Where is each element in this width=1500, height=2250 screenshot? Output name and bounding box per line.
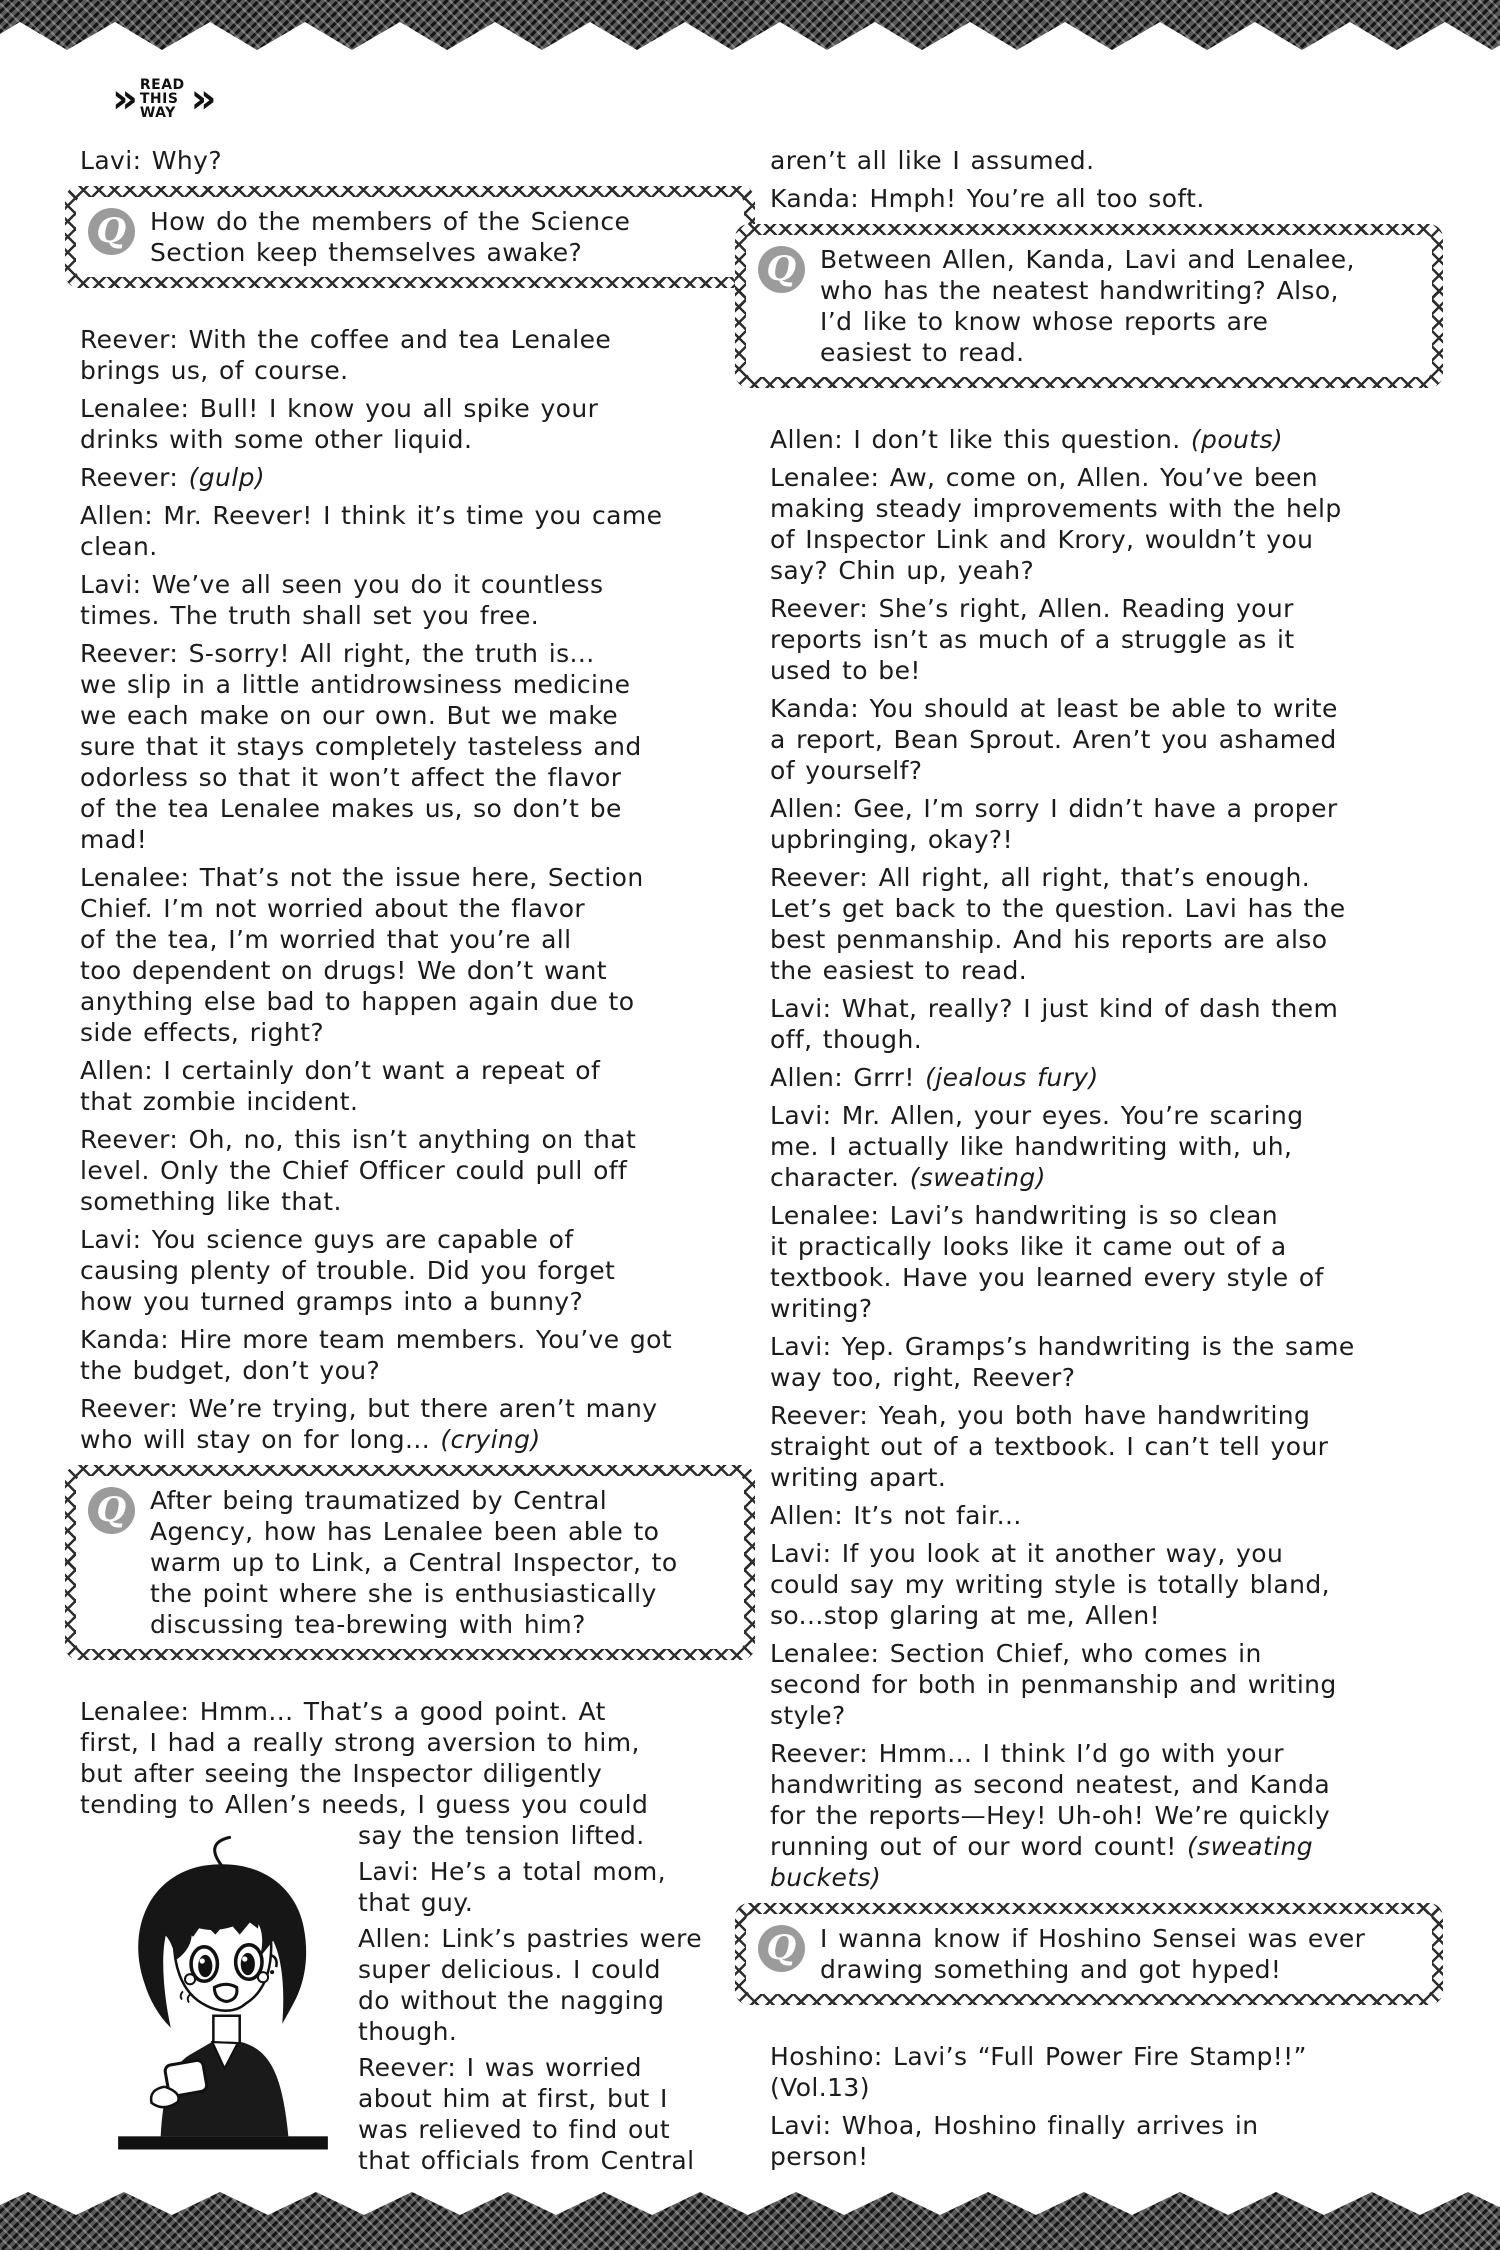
dialogue-paragraph (770, 1500, 1435, 1531)
dialogue-paragraph (770, 2110, 1435, 2172)
text-segment: upbringing, okay?! (770, 825, 1014, 854)
text-segment: Lenalee: Bull! I know you all spike your (80, 394, 599, 423)
text-segment: handwriting as second neatest, and Kanda (770, 1770, 1331, 1799)
question-text (150, 1485, 678, 1640)
read-this-way-line: WAY (139, 105, 176, 121)
text-segment: but after seeing the Inspector diligently (80, 1759, 603, 1788)
q-icon: Q (758, 1925, 805, 1972)
dialogue-paragraph (358, 2052, 745, 2176)
bottom-zigzag-border (0, 2190, 1500, 2250)
text-segment: Reever: (80, 463, 189, 492)
text-segment: too dependent on drugs! We don’t want (80, 956, 607, 985)
text-segment: the easiest to read. (770, 956, 1028, 985)
text-segment: Kanda: You should at least be able to write (770, 694, 1338, 723)
text-segment: Lenalee: Lavi’s handwriting is so clean (770, 1201, 1278, 1230)
text-segment: though. (358, 2017, 458, 2046)
text-segment: textbook. Have you learned every style of (770, 1263, 1324, 1292)
text-segment: Reever: Oh, no, this isn’t anything on that (80, 1125, 637, 1154)
text-segment: off, though. (770, 1025, 923, 1054)
text-segment: Lenalee: Aw, come on, Allen. You’ve been (770, 463, 1319, 492)
text-segment: Lavi: If you look at it another way, you (770, 1539, 1284, 1568)
dialogue-paragraph (770, 2041, 1435, 2103)
dialogue-paragraph (80, 569, 745, 631)
text-segment: Allen: Grrr! (770, 1063, 926, 1092)
text-segment: Lenalee: That’s not the issue here, Section (80, 863, 644, 892)
text-segment: way too, right, Reever? (770, 1363, 1076, 1392)
text-segment: do without the nagging (358, 1986, 665, 2015)
text-segment: Reever: Yeah, you both have handwriting (770, 1401, 1311, 1430)
crying-girl-illustration (110, 1833, 338, 2163)
text-segment: Allen: Mr. Reever! I think it’s time you came (80, 501, 663, 530)
text-segment: making steady improvements with the help (770, 494, 1342, 523)
text-segment: Lavi: Yep. Gramps’s handwriting is the same (770, 1332, 1355, 1361)
dialogue-paragraph (770, 1638, 1435, 1731)
dialogue-paragraph (770, 183, 1435, 214)
question-box (65, 1465, 755, 1660)
dialogue-paragraph (358, 1856, 745, 1918)
text-segment: level. Only the Chief Officer could pull off (80, 1156, 628, 1185)
text-segment: I wanna know if Hoshino Sensei was ever (820, 1924, 1366, 1953)
text-segment: of Inspector Link and Krory, wouldn’t you (770, 525, 1314, 554)
dialogue-paragraph (80, 1393, 745, 1455)
dialogue-paragraph (770, 1200, 1435, 1324)
text-segment: that officials from Central (358, 2146, 695, 2175)
text-segment: (Vol.13) (770, 2073, 870, 2102)
text-segment: (crying) (440, 1425, 541, 1454)
text-segment: of the tea Lenalee makes us, so don’t be (80, 794, 622, 823)
question-box (65, 186, 755, 288)
text-segment: we slip in a little antidrowsiness medicine (80, 670, 631, 699)
text-segment: Kanda: Hire more team members. You’ve got (80, 1325, 673, 1354)
text-segment: Reever: S-sorry! All right, the truth is... (80, 639, 595, 668)
text-segment: drawing something and got hyped! (820, 1955, 1282, 1984)
text-segment: Between Allen, Kanda, Lavi and Lenalee, (820, 245, 1355, 274)
dialogue-paragraph (770, 145, 1435, 176)
dialogue-paragraph (80, 1124, 745, 1217)
text-segment: Allen: I certainly don’t want a repeat of (80, 1056, 601, 1085)
text-segment: Hoshino: Lavi’s “Full Power Fire Stamp!!” (770, 2042, 1307, 2071)
text-segment: reports isn’t as much of a struggle as it (770, 625, 1295, 654)
text-segment: I’d like to know whose reports are (820, 307, 1269, 336)
dialogue-paragraph (770, 1331, 1435, 1393)
text-segment: Reever: We’re trying, but there aren’t many (80, 1394, 658, 1423)
dialogue-paragraph (770, 1100, 1435, 1193)
text-segment: Let’s get back to the question. Lavi has the (770, 894, 1346, 923)
text-segment: writing apart. (770, 1463, 947, 1492)
question-box (735, 1903, 1443, 2005)
text-segment: we each make on our own. But we make (80, 701, 619, 730)
text-segment: a report, Bean Sprout. Aren’t you ashamed (770, 725, 1337, 754)
text-segment: so...stop glaring at me, Allen! (770, 1601, 1161, 1630)
text-segment: (sweating (1187, 1832, 1314, 1861)
text-segment: Allen: I don’t like this question. (770, 425, 1191, 454)
text-segment: Kanda: Hmph! You’re all too soft. (770, 184, 1205, 213)
text-segment: warm up to Link, a Central Inspector, to (150, 1548, 678, 1577)
text-segment: Lavi: What, really? I just kind of dash them (770, 994, 1339, 1023)
text-segment: say the tension lifted. (358, 1821, 645, 1850)
text-segment: say? Chin up, yeah? (770, 556, 1035, 585)
dialogue-paragraph (80, 862, 745, 1048)
text-segment: second for both in penmanship and writing (770, 1670, 1337, 1699)
text-segment: how you turned gramps into a bunny? (80, 1287, 584, 1316)
text-segment: (pouts) (1190, 425, 1284, 454)
text-segment: person! (770, 2142, 869, 2171)
chevron-right-icon: » (112, 76, 134, 122)
text-segment: who has the neatest handwriting? Also, (820, 276, 1339, 305)
text-segment: How do the members of the Science (150, 207, 631, 236)
dialogue-paragraph (80, 1324, 745, 1386)
read-this-way-label (140, 78, 185, 120)
dialogue-paragraph (80, 1055, 745, 1117)
text-segment: writing? (770, 1294, 873, 1323)
text-segment: Agency, how has Lenalee been able to (150, 1517, 660, 1546)
text-segment: Section keep themselves awake? (150, 238, 583, 267)
text-segment: easiest to read. (820, 338, 1025, 367)
text-segment: Lenalee: Section Chief, who comes in (770, 1639, 1262, 1668)
text-segment: who will stay on for long... (80, 1425, 441, 1454)
text-segment: super delicious. I could (358, 1955, 661, 1984)
question-text (820, 244, 1355, 368)
text-segment: brings us, of course. (80, 356, 349, 385)
text-segment: aren’t all like I assumed. (770, 146, 1095, 175)
text-segment: Allen: Gee, I’m sorry I didn’t have a proper (770, 794, 1338, 823)
text-segment: Lavi: Whoa, Hoshino finally arrives in (770, 2111, 1259, 2140)
text-segment: anything else bad to happen again due to (80, 987, 635, 1016)
question-text (150, 206, 630, 268)
text-segment: Reever: She’s right, Allen. Reading your (770, 594, 1294, 623)
text-segment: drinks with some other liquid. (80, 425, 473, 454)
text-segment: Reever: All right, all right, that’s enough. (770, 863, 1311, 892)
text-segment: Lenalee: Hmm... That’s a good point. At (80, 1697, 606, 1726)
dialogue-paragraph (770, 1400, 1435, 1493)
text-segment: Lavi: You science guys are capable of (80, 1225, 574, 1254)
text-segment: for the reports—Hey! Uh-oh! We’re quickly (770, 1801, 1331, 1830)
dialogue-paragraph (770, 862, 1435, 986)
dialogue-paragraph (770, 793, 1435, 855)
dialogue-paragraph (80, 638, 745, 855)
right-column (766, 145, 1435, 2179)
dialogue-paragraph (80, 1224, 745, 1317)
text-segment: was relieved to find out (358, 2115, 671, 2144)
text-segment: Chief. I’m not worried about the flavor (80, 894, 586, 923)
text-segment: causing plenty of trouble. Did you forget (80, 1256, 616, 1285)
question-box (735, 224, 1443, 388)
text-segment: discussing tea-brewing with him? (150, 1610, 586, 1639)
dialogue-paragraph (770, 693, 1435, 786)
q-icon: Q (758, 246, 805, 293)
text-segment: straight out of a textbook. I can’t tell your (770, 1432, 1329, 1461)
dialogue-paragraph (80, 145, 745, 176)
text-segment: about him at first, but I (358, 2084, 668, 2113)
text-segment: (gulp) (188, 463, 266, 492)
text-segment: could say my writing style is totally bland, (770, 1570, 1330, 1599)
dialogue-paragraph (770, 993, 1435, 1055)
dialogue-paragraph (80, 500, 745, 562)
dialogue-paragraph (80, 462, 745, 493)
dialogue-paragraph (770, 462, 1435, 586)
text-segment: the budget, don’t you? (80, 1356, 381, 1385)
text-segment: Allen: It’s not fair... (770, 1501, 1022, 1530)
text-segment: Lavi: Mr. Allen, your eyes. You’re scaring (770, 1101, 1304, 1130)
text-segment: style? (770, 1701, 846, 1730)
text-segment: me. I actually like handwriting with, uh, (770, 1132, 1293, 1161)
text-segment: tending to Allen’s needs, I guess you could (80, 1790, 649, 1819)
dialogue-paragraph (770, 593, 1435, 686)
read-this-way-line: READ (139, 77, 185, 93)
text-segment: Reever: I was worried (358, 2053, 642, 2082)
text-segment: Reever: Hmm... I think I’d go with your (770, 1739, 1284, 1768)
dialogue-paragraph (80, 393, 745, 455)
q-icon: Q (88, 1487, 135, 1534)
text-segment: something like that. (80, 1187, 342, 1216)
dialogue-paragraph (770, 424, 1435, 455)
text-segment: buckets) (770, 1863, 882, 1892)
text-segment: (jealous fury) (925, 1063, 1099, 1092)
read-this-way-mark (112, 78, 213, 120)
text-segment: used to be! (770, 656, 921, 685)
text-segment: clean. (80, 532, 158, 561)
dialogue-paragraph (770, 1538, 1435, 1631)
text-segment: (sweating) (909, 1163, 1046, 1192)
dialogue-paragraph (358, 1923, 745, 2047)
text-segment: Reever: With the coffee and tea Lenalee (80, 325, 612, 354)
dialogue-paragraph (358, 1820, 745, 1851)
text-segment: first, I had a really strong aversion to him, (80, 1728, 640, 1757)
text-segment: sure that it stays completely tasteless and (80, 732, 642, 761)
text-segment: odorless so that it won’t affect the flavor (80, 763, 622, 792)
text-segment: the point where she is enthusiastically (150, 1579, 657, 1608)
text-segment: Lavi: He’s a total mom, (358, 1857, 666, 1886)
text-segment: mad! (80, 825, 148, 854)
dialogue-paragraph (80, 1696, 745, 1820)
text-segment: running out of our word count! (770, 1832, 1188, 1861)
text-segment: After being traumatized by Central (150, 1486, 608, 1515)
text-segment: times. The truth shall set you free. (80, 601, 540, 630)
text-segment: Lavi: Why? (80, 146, 222, 175)
read-this-way-line: THIS (139, 91, 179, 107)
dialogue-paragraph (80, 324, 745, 386)
text-segment: it practically looks like it came out of a (770, 1232, 1287, 1261)
text-segment: Lavi: We’ve all seen you do it countless (80, 570, 604, 599)
dialogue-paragraph (770, 1062, 1435, 1093)
text-segment: that zombie incident. (80, 1087, 359, 1116)
dialogue-paragraph (770, 1738, 1435, 1893)
text-segment: best penmanship. And his reports are also (770, 925, 1328, 954)
top-zigzag-border (0, 0, 1500, 50)
text-segment: side effects, right? (80, 1018, 325, 1047)
question-text (820, 1923, 1365, 1985)
chevron-right-icon: » (190, 76, 213, 122)
text-segment: of yourself? (770, 756, 923, 785)
text-segment: Allen: Link’s pastries were (358, 1924, 703, 1953)
text-segment: character. (770, 1163, 910, 1192)
text-segment: that guy. (358, 1888, 474, 1917)
q-icon: Q (88, 208, 135, 255)
text-segment: of the tea, I’m worried that you’re all (80, 925, 572, 954)
